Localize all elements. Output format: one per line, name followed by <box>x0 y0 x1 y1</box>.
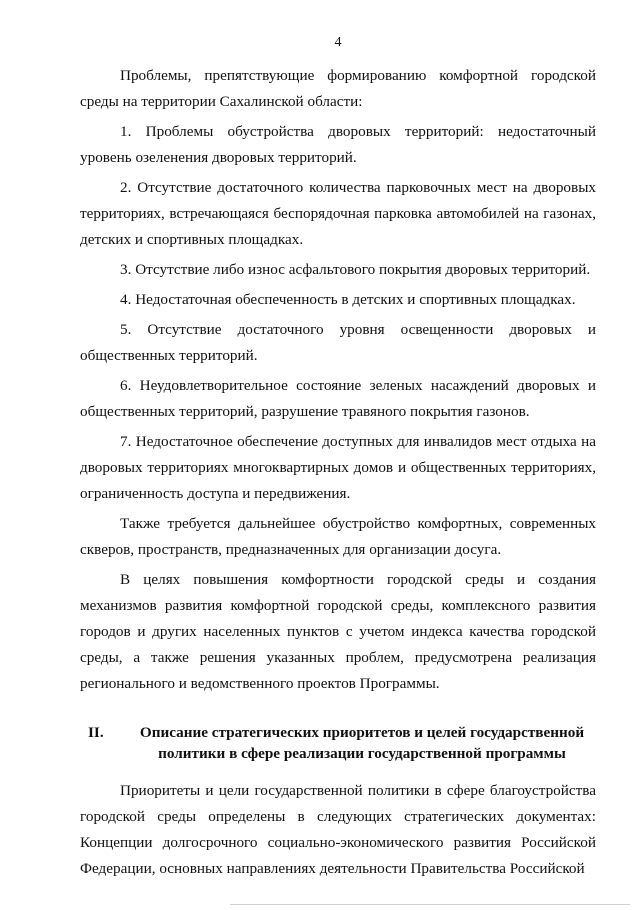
paragraph-problem-6: 6. Неудовлетворительное состояние зеленых насаждений дворовых и общественных территорий, разрушение травяного покрытия газонов. <box>80 377 596 420</box>
paragraph-problem-2: 2. Отсутствие достаточного количества парковочных мест на дворовых территориях, встречающаяся беспорядочная парковка автомобилей на газонах, детских и спортивных площадках. <box>80 179 596 248</box>
paragraph-problem-7: 7. Недостаточное обеспечение доступных для инвалидов мест отдыха на дворовых территориях многоквартирных домов и общественных территориях, ограниченность доступа и передвижения. <box>80 433 596 502</box>
paragraph-additional: Также требуется дальнейшее обустройство комфортных, современных скверов, пространств, предназначенных для организации досуга. <box>80 515 596 558</box>
paragraph-intro: Проблемы, препятствующие формированию комфортной городской среды на территории Сахалинской области: <box>80 67 596 110</box>
paragraph-priorities: Приоритеты и цели государственной политики в сфере благоустройства городской среды определены в следующих стратегических документах: Концепции долгосрочного социально-экономического развития Российской Федерации, основных направлениях деятельности Правительства Российской <box>80 782 596 877</box>
page-number: 4 <box>334 35 342 50</box>
document-body <box>80 63 596 886</box>
section-heading <box>80 722 596 764</box>
paragraph-goals: В целях повышения комфортности городской среды и создания механизмов развития комфортной городской среды, комплексного развития городов и других населенных пунктов с учетом индекса качества городской среды, а также решения указанных проблем, предусмотрена реализация регионального и ведомственного проектов Программы. <box>80 571 596 692</box>
section-number: II. <box>88 724 104 741</box>
paragraph-problem-3: 3. Отсутствие либо износ асфальтового покрытия дворовых территорий. <box>120 261 591 278</box>
paragraph-problem-1: 1. Проблемы обустройства дворовых территорий: недостаточный уровень озеленения дворовых территорий. <box>80 123 596 166</box>
bottom-rule <box>230 904 630 905</box>
paragraph-problem-4: 4. Недостаточная обеспеченность в детских и спортивных площадках. <box>120 291 576 308</box>
section-title: Описание стратегических приоритетов и целей государственной политики в сфере реализации государственной программы <box>139 724 585 762</box>
paragraph-problem-5: 5. Отсутствие достаточного уровня освещенности дворовых и общественных территорий. <box>80 321 596 364</box>
